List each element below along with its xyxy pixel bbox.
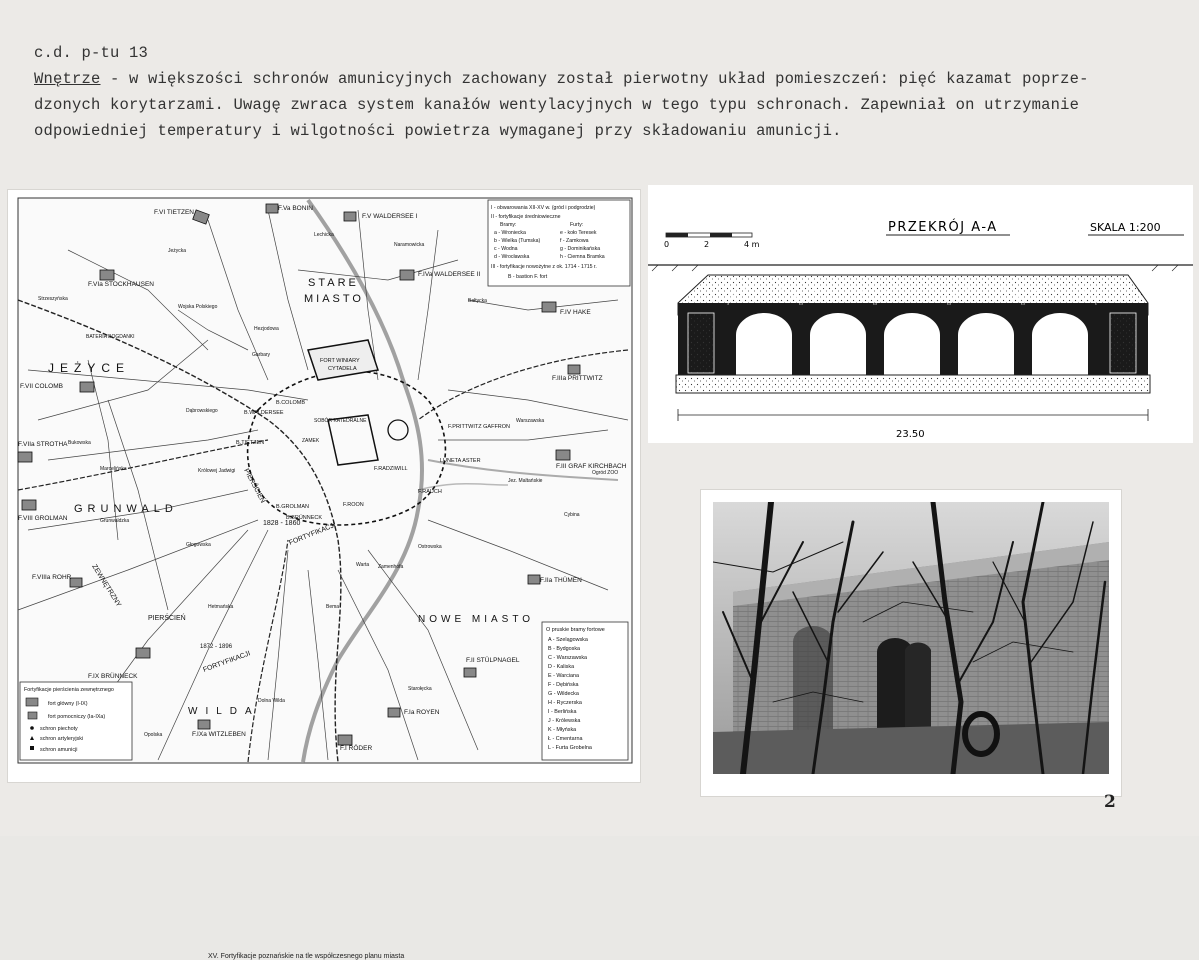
map-label: F.RADZIWILL	[374, 466, 408, 472]
text-line-1	[34, 66, 1174, 92]
page-number: 2	[1104, 792, 1116, 812]
outer-legend-item: schron artyleryjski	[40, 736, 84, 742]
legend-line: d - Wrocławska	[494, 254, 530, 260]
line1-text: - w większości schronów amunicyjnych zachowany został pierwotny układ pomieszczeń: pięć kazamat poprze-	[100, 70, 1089, 88]
legend-line: a - Wroniecka	[494, 230, 526, 236]
fort-label: F.VIIIa ROHR	[32, 574, 72, 581]
legend-line: II - fortyfikacje średniowieczne	[491, 214, 561, 220]
map-label: B.BRÜNNECK	[286, 515, 323, 521]
fort-label: F.VIIa STROTHA	[18, 441, 68, 448]
street-label: Królowej Jadwigi	[198, 468, 236, 474]
fort-label: F.VII COLOMB	[20, 383, 63, 390]
gates-legend-item: K - Młyńska	[548, 727, 577, 733]
map-label: B.COLOMB	[276, 400, 306, 406]
street-label: Naramowicka	[394, 242, 425, 248]
fort-label: F.IIIa PRITTWITZ	[552, 375, 603, 382]
street-label: Dolna Wilda	[258, 698, 285, 704]
street-label: Cybina	[564, 512, 580, 518]
outer-legend-item: schron amunicji	[40, 747, 78, 753]
district-miasto: MIASTO	[304, 293, 364, 305]
fort-label: F.Va BONIN	[278, 205, 313, 212]
cross-section-svg	[648, 185, 1193, 443]
lead-word: Wnętrze	[34, 70, 101, 88]
map-label: Ogród ZOO	[592, 470, 619, 476]
street-label: Marcelińska	[100, 466, 127, 472]
scale-bar	[666, 233, 752, 237]
fort-label: F.IXa WITZLEBEN	[192, 731, 246, 738]
legend-line: g - Dominikańska	[560, 246, 601, 252]
ring-inner-2: FORTYFIKACJI	[288, 521, 337, 547]
ring-outer-2: PIERŚCIEŃ	[148, 615, 186, 622]
street-label: Zamenhofa	[378, 564, 404, 570]
typed-text-block	[34, 40, 1174, 144]
outer-legend-item: schron piechoty	[40, 726, 78, 732]
map-label: ZAMEK	[302, 438, 320, 444]
street-label: Garbary	[252, 352, 271, 358]
ring-outer-1: ZEWNĘTRZNY	[90, 563, 122, 609]
gates-legend-item: F - Dębińska	[548, 682, 579, 688]
fort-label: F.I RÖDER	[340, 745, 373, 752]
street-label: Hezjodowa	[254, 326, 279, 332]
street-label: Opolska	[144, 732, 163, 738]
street-label: Warta	[356, 562, 370, 568]
section-title: PRZEKRÓJ A-A	[888, 220, 998, 235]
street-label: Jeżycka	[168, 248, 187, 254]
map-label: F.PRITTWITZ GAFFRON	[448, 424, 511, 430]
street-label: Bema	[326, 604, 340, 610]
scale-tick-4: 4 m	[744, 240, 760, 249]
legend-line: B - bastion F. fort	[508, 274, 548, 280]
district-nowe-miasto: NOWE MIASTO	[418, 614, 535, 625]
legend-line: Bramy:	[500, 222, 517, 228]
fort-label: F.IIa THÜMEN	[540, 577, 582, 584]
scale-tick-2: 2	[704, 240, 710, 249]
scale-tick-0: 0	[664, 240, 670, 249]
map-label: B.TIETZEN	[236, 440, 265, 446]
street-label: Bukowska	[68, 440, 91, 446]
section-dimension: 23.50	[896, 429, 925, 440]
gates-legend-item: J - Królewska	[548, 718, 581, 724]
ring-inner-1: PIERŚCIEŃ	[242, 467, 267, 505]
fort-label: F.III GRAF KIRCHBACH	[556, 463, 627, 470]
map-label: LUNETA ASTER	[440, 458, 481, 464]
map-label: F.ROON	[343, 502, 364, 508]
street-label: Głogowska	[186, 542, 211, 548]
gates-legend-item: D - Kaliska	[548, 664, 575, 670]
street-label: Ostrowska	[418, 544, 442, 550]
gates-legend-item: E - Warciana	[548, 673, 579, 679]
cross-section-drawing	[648, 185, 1193, 443]
fort-label: F.IX BRÜNNECK	[88, 673, 138, 680]
map-label: SOBÓR KATEDRALNE	[314, 418, 367, 424]
reference-line: c.d. p-tu 13	[34, 44, 149, 62]
gates-legend-title: O pruskie bramy fortowe	[546, 627, 605, 633]
gates-legend-item: H - Ryczerska	[548, 700, 582, 706]
street-label: Grunwaldzka	[100, 518, 130, 524]
legend-line: Furty:	[570, 222, 584, 228]
gates-legend-item: L - Furta Grobelna	[548, 745, 592, 751]
map-label: B.WALDERSEE	[244, 410, 284, 416]
shelter-photo	[713, 502, 1109, 774]
street-label: Warszawska	[516, 418, 545, 424]
fort-label: F.VIa STOCKHAUSEN	[88, 281, 154, 288]
outer-legend-item: fort pomocniczy (Ia-IXa)	[48, 714, 106, 720]
gates-legend-item: B - Bydgoska	[548, 646, 581, 652]
fort-label: F.VIII GROLMAN	[18, 515, 68, 522]
map-label: CYTADELA	[328, 366, 357, 372]
legend-line: I - obwarowania XII-XV w. (gród i podgrodzie)	[491, 205, 596, 211]
fort-label: F.II STÜLPNAGEL	[466, 657, 520, 664]
legend-line: e - koło Teresek	[560, 230, 597, 236]
map-label: FORT WINIARY	[320, 358, 360, 364]
street-label: Wojska Polskiego	[178, 304, 218, 310]
gates-legend-item: Ł - Cmentarna	[548, 736, 583, 742]
gates-legend-item: I - Berlińska	[548, 709, 577, 715]
legend-line: h - Ciemna Bramka	[560, 254, 605, 260]
street-label: Strzeszyńska	[38, 296, 68, 302]
map-label: Jez. Maltańskie	[508, 478, 543, 484]
gates-legend-item: A - Szelągowska	[548, 637, 588, 643]
section-scale: SKALA 1:200	[1090, 221, 1161, 234]
map-caption: XV. Fortyfikacje poznańskie na tle współczesnego planu miasta	[208, 953, 405, 960]
fort-label: F.Ia ROYEN	[404, 709, 440, 716]
gates-legend-item: G - Wildecka	[548, 691, 579, 697]
map-label: F.RAUCH	[418, 489, 442, 495]
gates-legend-item: C - Warszawska	[548, 655, 588, 661]
ring-outer-3: FORTYFIKACJI	[202, 650, 252, 674]
ring-outer-years: 1872 - 1896	[200, 644, 233, 650]
ring-inner-years: 1828 - 1860	[263, 520, 301, 527]
photo-card	[701, 490, 1121, 796]
map-label: BATERIA BOGDANKI	[86, 334, 135, 340]
district-grunwald: GRUNWALD	[74, 503, 178, 515]
fort-label: F.VI TIETZEN	[154, 209, 194, 216]
fort-label: F.IV HAKE	[560, 309, 591, 316]
district-jezyce: JEŻYCE	[48, 361, 131, 375]
street-label: Starołęcka	[408, 686, 432, 692]
legend-line: b - Wielka (Tumska)	[494, 238, 541, 244]
outer-legend-title: Fortyfikacje pierścienia zewnętrznego	[24, 687, 114, 693]
legend-line: f - Zamkowa	[560, 238, 589, 244]
outer-legend-item: fort główny (I-IX)	[48, 701, 88, 707]
text-line-2: dzonych korytarzami. Uwagę zwraca system kanałów wentylacyjnych w tego typu schronach. Zapewniał on utrzymanie	[34, 96, 1080, 114]
legend-line: c - Wodna	[494, 246, 518, 252]
fort-label: F.V WALDERSEE I	[362, 213, 418, 220]
street-label: Lechicka	[314, 232, 334, 238]
district-wilda: WILDA	[188, 706, 260, 717]
street-label: Bałtycka	[468, 298, 487, 304]
district-stare: STARE	[308, 277, 359, 289]
fortification-map	[8, 190, 640, 960]
fort-label: F.IVa WALDERSEE II	[418, 271, 481, 278]
text-line-3: odpowiedniej temperatury i wilgotności powietrza wymaganej przy składowaniu amunicji.	[34, 122, 842, 140]
street-label: Dąbrowskiego	[186, 408, 218, 414]
photo-image	[713, 502, 1109, 774]
street-label: Hetmańska	[208, 604, 234, 610]
map-label: B.GROLMAN	[276, 504, 310, 510]
legend-line: III - fortyfikacje nowożytne z ok. 1714 - 1715 r.	[491, 264, 597, 270]
map-drawing	[8, 190, 640, 782]
